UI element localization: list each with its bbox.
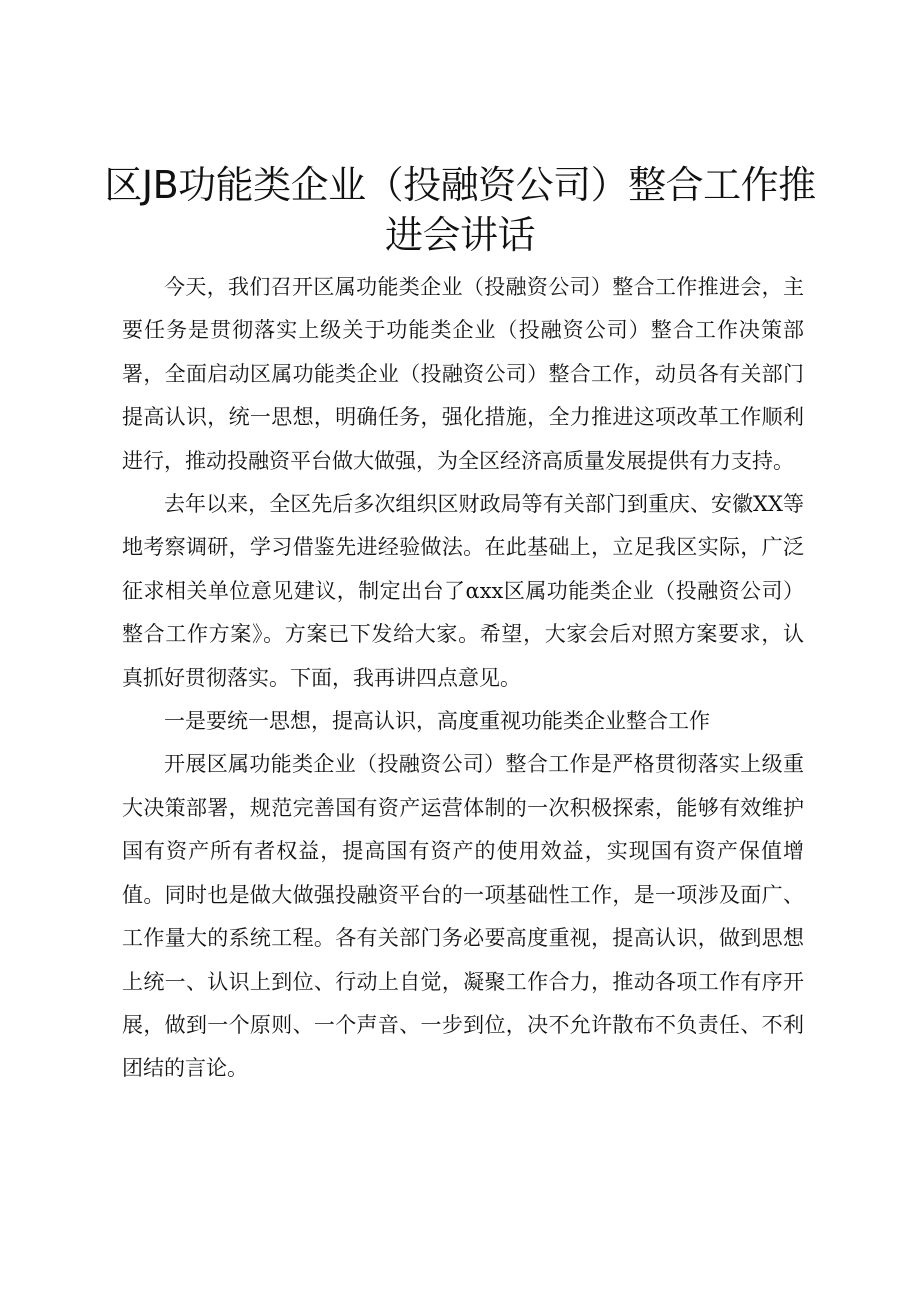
paragraph-background: 去年以来，全区先后多次组织区财政局等有关部门到重庆、安徽XX等地考察调研，学习借鉴先进经验做法。在此基础上，立足我区实际，广泛征求相关单位意见建议，制定出台了αxx区属功能类企业（投融资公司）整合工作方案》。方案已下发给大家。希望，大家会后对照方案要求，认真抓好贯彻落实。下面，我再讲四点意见。: [122, 492, 804, 690]
paragraph-section-1: 开展区属功能类企业（投融资公司）整合工作是严格贯彻落实上级重大决策部署，规范完善国有资产运营体制的一次积极探索，能够有效维护国有资产所有者权益，提高国有资产的使用效益，实现国有资产保值增值。同时也是做大做强投融资平台的一项基础性工作，是一项涉及面广、工作量大的系统工程。各有关部门务必要高度重视，提高认识，做到思想上统一、认识上到位、行动上自觉，凝聚工作合力，推动各项工作有序开展，做到一个原则、一个声音、一步到位，决不允许散布不负责任、不利团结的言论。: [122, 752, 804, 1081]
document-title: 区JB功能类企业（投融资公司）整合工作推进会讲话: [104, 163, 816, 257]
section-heading-1: 一是要统一思想，提高认识，高度重视功能类企业整合工作: [164, 709, 710, 734]
document-body: [122, 266, 804, 1091]
paragraph-opening: 今天，我们召开区属功能类企业（投融资公司）整合工作推进会，主要任务是贯彻落实上级关于功能类企业（投融资公司）整合工作决策部署，全面启动区属功能类企业（投融资公司）整合工作，动员各有关部门提高认识，统一思想，明确任务，强化措施，全力推进这项改革工作顺利进行，推动投融资平台做大做强，为全区经济高质量发展提供有力支持。: [122, 275, 804, 473]
